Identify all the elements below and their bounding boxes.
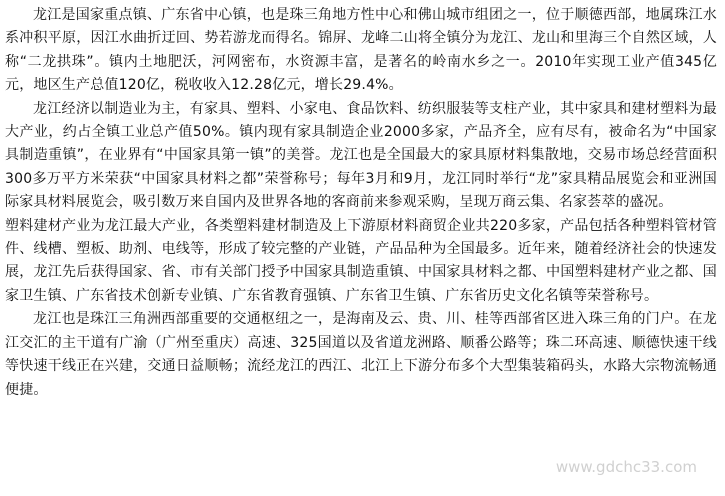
paragraph-plastics-industry: 塑料建材产业为龙江最大产业，各类塑料建材制造及上下游原材料商贸企业共220多家，产品包括各种塑料管材管件、线槽、塑板、助剂、电线等，形成了较完整的产业链，产品品种为全国最多。近年来，随着经济社会的快速发展，龙江先后获得国家、省、市有关部门授予中国家具制造重镇、中国家具材料之都、中国塑料建材产业之都、国家卫生镇、广东省技术创新专业镇、广东省教育强镇、广东省卫生镇、广东省历史文化名镇等荣誉称号。 [5,217,717,304]
paragraph-transportation: 龙江也是珠江三角洲西部重要的交通枢纽之一，是海南及云、贵、川、桂等西部省区进入珠三角的门户。在龙江交汇的主干道有广渝（广州至重庆）高速、325国道以及省道龙洲路、顺番公路等；珠二环高速、顺德快速干线等快速干线正在兴建，交通日益顺畅；流经龙江的西江、北江上下游分布多个大型集装箱码头，水路大宗物流畅通便捷。 [5,311,717,398]
paragraph-overview: 龙江是国家重点镇、广东省中心镇，也是珠三角地方性中心和佛山城市组团之一，位于顺德西部，地属珠江水系冲积平原，因江水曲折迂回、势若游龙而得名。锦屏、龙峰二山将全镇分为龙江、龙山和里海三个自然区域，人称“二龙拱珠”。镇内土地肥沃，河网密布，水资源丰富，是著名的岭南水乡之一。2010年实现工业产值345亿元，地区生产总值120亿，税收收入12.28亿元，增长29.4%。 [5,7,717,94]
paragraph-economy: 龙江经济以制造业为主，有家具、塑料、小家电、食品饮料、纺织服装等支柱产业，其中家具和建材塑料为最大产业，约占全镇工业总产值50%。镇内现有家具制造企业2000多家，产品齐全，应有尽有，被命名为“中国家具制造重镇”，在业界有“中国家具第一镇”的美誉。龙江也是全国最大的家具原材料集散地，交易市场总经营面积300多万平方米荣获“中国家具材料之都”荣誉称号；每年3月和9月，龙江同时举行“龙”家具精品展览会和亚洲国际家具材料展览会，吸引数万来自国内及世界各地的客商前来参观采购，呈现万商云集、名家荟萃的盛况。 [5,100,717,211]
site-watermark: www.gdchc33.com [555,458,697,476]
